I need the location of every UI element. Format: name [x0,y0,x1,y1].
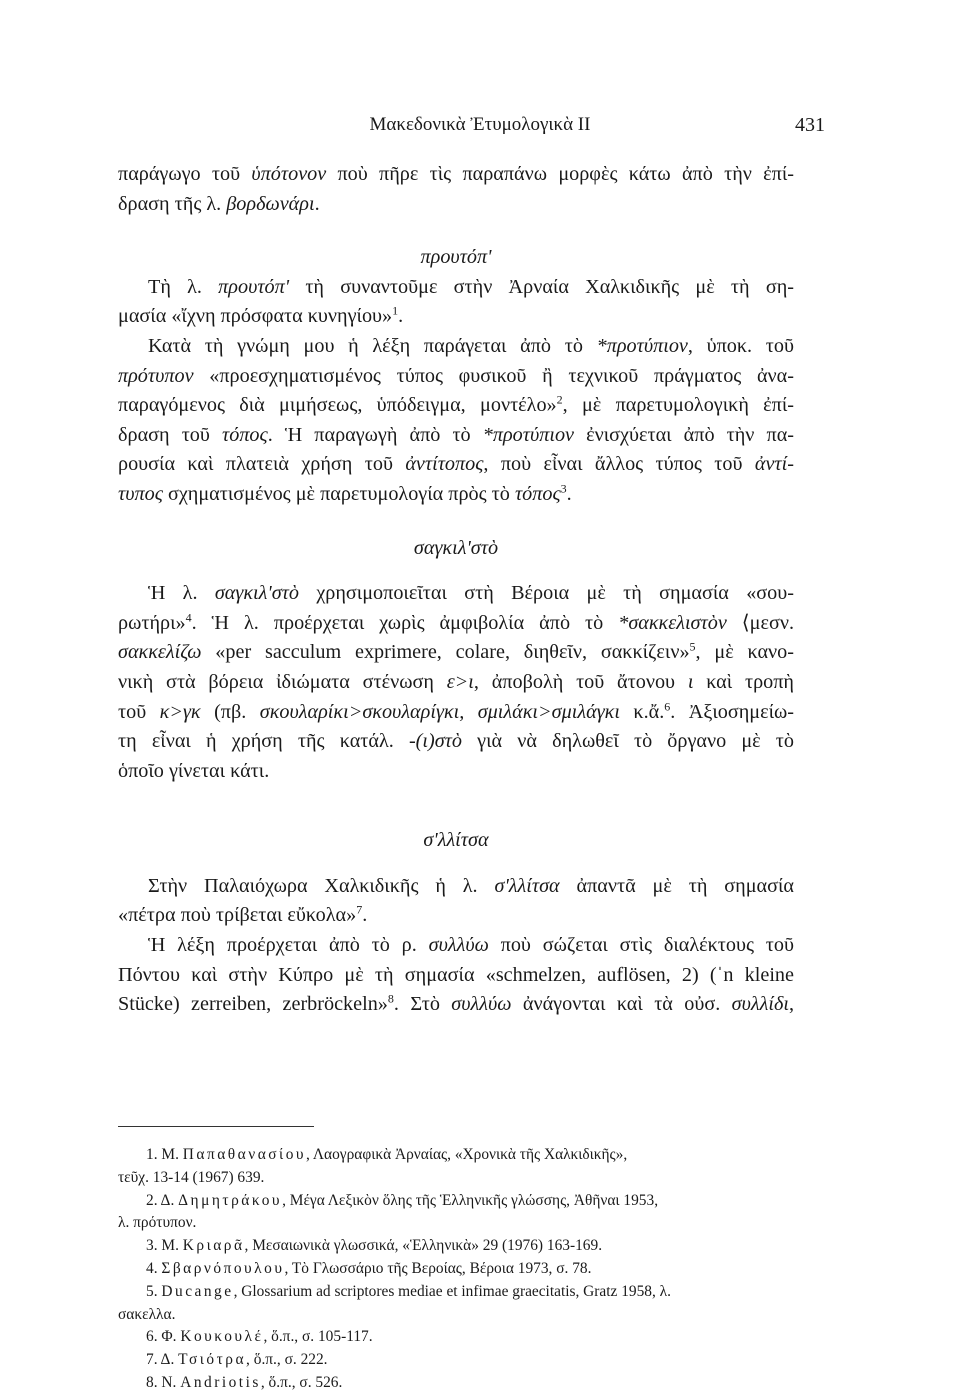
text-line: δραση τῆς λ. βορδωνάρι. [118,192,320,215]
text-line: «πέτρα ποὺ τρίβεται εὔκολα»$^7$. [118,902,368,927]
page-header [0,114,960,144]
running-head: Μακεδονικὰ Ἐτυμολογικὰ ΙΙ [369,114,591,135]
footnote: 7. Δ. Τσιότρα, ὅ.π., σ. 222. [146,1351,328,1369]
text-line: τυπος σχηματισμένος μὲ παρετυμολογία πρὸς τὸ τόπος$^3$. [118,481,572,505]
text-line: Πόντου καὶ στὴν Κύπρο μὲ τὴ σημασία «schmelzen, auflösen, 2) (ˈn kleine [118,963,794,986]
footnote: 4. Σβαρνόπουλου, Τὸ Γλωσσάριο τῆς Βεροίας, Βέροια 1973, σ. 78. [146,1259,592,1277]
footnote-ref: 6 [664,698,671,713]
text-line: ὁποῖο γίνεται κάτι. [118,759,270,782]
footnote-divider [118,1126,314,1127]
text-line: δραση τοῦ τόπος. Ἡ παραγωγὴ ἀπὸ τὸ *προτύπιον ἐνισχύεται ἀπὸ τὴν πα- [118,423,795,446]
footnote: 1. Μ. Παπαθανασίου, Λαογραφικὰ Ἀρναίας, «Χρονικὰ τῆς Χαλκιδικῆς», [146,1146,628,1163]
text-line: Ἡ λέξη προέρχεται ἀπὸ τὸ ρ. συλλύω ποὺ σώζεται στὶς διαλέκτους τοῦ [148,934,794,957]
footnote: 8. Ν. Andriotis, ὅ.π., σ. 526. [146,1373,343,1391]
footnote-continuation: σακελλα. [118,1305,176,1323]
text-line: πρότυπον «προεσχηματισμένος τύπος φυσικοῦ ἢ τεχνικοῦ πράγματος ἀνα- [118,364,794,387]
text-line: παράγωγο τοῦ ὑπότονον ποὺ πῆρε τὶς παραπάνω μορφὲς κάτω ἀπὸ τὴν ἐπί- [118,163,794,185]
text-line: σακκελίζω «per sacculum exprimere, colare, διηθεῖν, σακκίζειν»$^5$, μὲ κανο- [118,639,794,664]
footnote-ref: 1 [392,303,399,318]
section-heading: σ'λλίτσα [423,829,489,852]
section-heading: προυτόπ' [420,246,492,269]
footnote: 3. Μ. Κριαρᾶ, Μεσαιωνικὰ γλωσσικά, «Ἑλληνικὰ» 29 (1976) 163-169. [146,1237,603,1255]
text-line: Στὴν Παλαιόχωρα Χαλκιδικῆς ἡ λ. σ'λλίτσα ἀπαντᾶ μὲ τὴ σημασία [148,874,794,897]
footnote-ref: 4 [185,609,192,624]
footnote-continuation: τεῦχ. 13-14 (1967) 639. [118,1168,265,1186]
text-line: ρουσία καὶ πλατειὰ χρήση τοῦ ἀντίτοπος, ποὺ εἶναι ἄλλος τύπος τοῦ ἀντί- [118,453,794,476]
footnote-ref: 5 [689,639,696,654]
text-line: Ἡ λ. σαγκιλ'στὸ χρησιμοποιεῖται στὴ Βέροια μὲ τὴ σημασία «σου- [148,582,794,605]
text-line: τοῦ κ>γκ (πβ. σκουλαρίκι>σκουλαρίγκι, σμιλάκι>σμιλάγκι κ.ἄ.$^6$. Ἀξιοσημείω- [118,698,795,723]
text-line: Stücke) zerreiben, zerbröckeln»$^8$. Στὸ συλλύω ἀνάγονται καὶ τὰ οὐσ. συλλίδι, [118,991,794,1016]
text-line: Τὴ λ. προυτόπ' τὴ συναντοῦμε στὴν Ἀρναία Χαλκιδικῆς μὲ τὴ ση- [148,275,794,298]
footnote-ref: 7 [356,902,363,917]
text-line: παραγόμενος διὰ μιμήσεως, ὑπόδειγμα, μοντέλο»$^2$, μὲ παρετυμολογικὴ ἐπί- [118,392,794,417]
text-line: νικὴ στὰ βόρεια ἰδιώματα στένωση ε>ι, ἀποβολὴ τοῦ ἄτονου ι καὶ τροπὴ [118,670,794,693]
page-number: 431 [795,114,825,136]
text-line: μασία «ἴχνη πρόσφατα κυνηγίου»$^1$. [118,303,404,328]
text-line: ρωτήρι»$^4$. Ἡ λ. προέρχεται χωρὶς ἀμφιβολία ἀπὸ τὸ *σακκελιστὸν ⟨μεσν. [118,609,795,634]
footnote-ref: 8 [387,991,394,1006]
footnote: 5. Ducange, Glossarium ad scriptores mediae et infimae graecitatis, Gratz 1958, λ. [146,1282,671,1300]
footnote: 2. Δ. Δημητράκου, Μέγα Λεξικὸν ὅλης τῆς Ἑλληνικῆς γλώσσης, Ἀθῆναι 1953, [146,1191,659,1209]
section-heading: σαγκιλ'στὸ [413,536,499,559]
footnote: 6. Φ. Κουκουλέ, ὅ.π., σ. 105-117. [146,1328,373,1346]
footnote-continuation: λ. πρότυπον. [118,1214,197,1232]
text-line: τη εἶναι ἡ χρήση τῆς κατάλ. -(ι)στὸ γιὰ νὰ δηλωθεῖ τὸ ὄργανο μὲ τὸ [118,730,794,753]
footnote-ref: 3 [560,481,567,496]
text-line: Κατὰ τὴ γνώμη μου ἡ λέξη παράγεται ἀπὸ τὸ *προτύπιον, ὑποκ. τοῦ [148,334,794,357]
footnotes [118,1144,794,1395]
footnote-ref: 2 [556,392,563,407]
main-text [118,160,794,1020]
